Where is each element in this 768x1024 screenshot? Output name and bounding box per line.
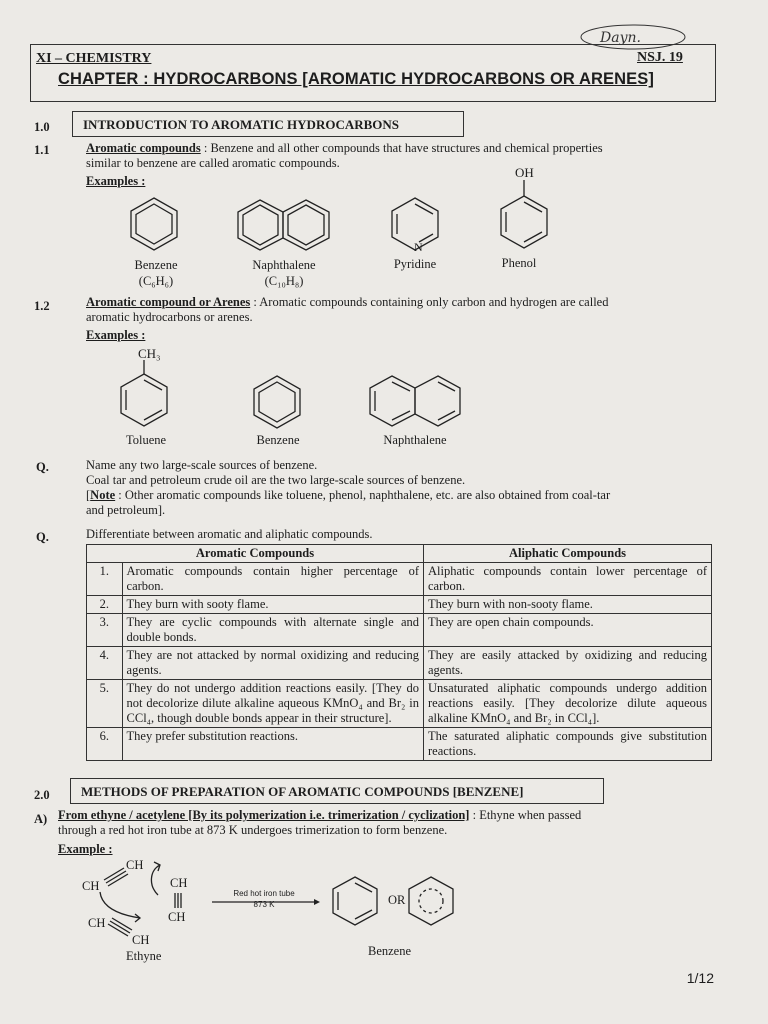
subsection-text [86,141,706,171]
benzene-product-structure [330,875,380,927]
text-line: aromatic hydrocarbons or arenes. [86,310,253,324]
question-block: Name any two large-scale sources of benzene. Coal tar and petroleum crude oil are the two large-scale sources of benzene. [Note : Other aromatic compounds like toluene, phenol, naphthalene, etc. are also obtained from coal-tar and petroleum]. [86,458,706,518]
aliphatic-cell: They are open chain compounds. [424,614,712,647]
column-header: Aliphatic Compounds [424,545,712,563]
benzene-structure [250,374,304,430]
aromatic-cell: They burn with sooty flame. [122,596,423,614]
question-text: Name any two large-scale sources of benzene. [86,458,318,472]
aliphatic-cell: They are easily attacked by oxidizing and reducing agents. [424,647,712,680]
aromatic-cell: They are cyclic compounds with alternate single and double bonds. [122,614,423,647]
row-number: 4. [87,647,123,680]
row-number: 1. [87,563,123,596]
ch-label: CH [82,879,100,893]
section-title: INTRODUCTION TO AROMATIC HYDROCARBONS [72,111,464,137]
column-header: Aromatic Compounds [87,545,424,563]
table-row [87,647,712,680]
phenol-structure [496,180,552,252]
term: Aromatic compound or Arenes [86,295,251,309]
molecule-name: Naphthalene [252,258,316,272]
ch-label: CH [170,876,188,890]
row-number: 5. [87,680,123,728]
question-label: Q. [36,530,49,544]
row-number: 6. [87,728,123,761]
aromatic-cell: They prefer substitution reactions. [122,728,423,761]
table-row [87,596,712,614]
aromatic-cell: Aromatic compounds contain higher percentage of carbon. [122,563,423,596]
row-number: 2. [87,596,123,614]
molecule-name: Toluene [125,433,167,447]
comparison-table [86,544,712,761]
table-row [87,563,712,596]
hydroxyl-label: OH [515,165,534,180]
subsection-number: 1.1 [34,143,50,157]
aliphatic-cell: They burn with non-sooty flame. [424,596,712,614]
table-header-row [87,545,712,563]
subject-label: XI – CHEMISTRY [36,51,152,66]
text-line: : Benzene and all other compounds that have structures and chemical properties [200,141,603,155]
question-label: Q. [36,460,49,474]
examples-heading: Examples : [86,174,146,188]
subsection-number: 1.2 [34,299,50,313]
or-label: OR [388,893,406,907]
product-name: Benzene [368,944,412,958]
aliphatic-cell: Unsaturated aliphatic compounds undergo addition reactions easily. [They decolorize dilute aqueous alkaline KMnO₄ and Br₂ in CCl₄]. [424,680,712,728]
toluene-structure [116,360,172,430]
aromatic-cell: They do not undergo addition reactions easily. [They do not decolorize dilute alkaline aqueous KMnO₄ and Br₂ in CCl₄, though double bonds appear in their structure]. [122,680,423,728]
text-line: : Aromatic compounds containing only carbon and hydrogen are called [250,295,609,309]
chapter-title: CHAPTER : HYDROCARBONS [AROMATIC HYDROCARBONS OR ARENES] [58,70,654,88]
examples-heading: Examples : [86,328,146,342]
text-line: through a red hot iron tube at 873 K undergoes trimerization to form benzene. [58,823,448,837]
example-heading: Example : [58,842,113,856]
ch-label: CH [132,933,150,947]
note-text: and petroleum]. [86,503,166,517]
subsection-text [86,295,706,325]
aliphatic-cell: The saturated aliphatic compounds give substitution reactions. [424,728,712,761]
molecule-name: Phenol [501,256,537,270]
note-text: : Other aromatic compounds like toluene, phenol, naphthalene, etc. are also obtained from coal-tar [115,488,611,502]
page-number: 1/12 [686,970,714,986]
term: From ethyne / acetylene [By its polymerization i.e. trimerization / cyclization] [58,808,470,822]
benzene-resonance-structure [406,875,456,927]
ch-label: CH [126,858,144,872]
section-title: METHODS OF PREPARATION OF AROMATIC COMPOUNDS [BENZENE] [70,778,604,804]
ethyne-molecules-diagram [80,860,200,950]
note-label: Note [90,488,116,502]
answer-text: Coal tar and petroleum crude oil are the two large-scale sources of benzene. [86,473,466,487]
reactant-name: Ethyne [126,949,162,963]
svg-text:Dayn.: Dayn. [600,30,641,46]
molecule-name: Benzene [134,258,178,272]
table-row [87,728,712,761]
reaction-temperature: 873 K [253,900,275,909]
table-row [87,680,712,728]
ch-label: CH [88,916,106,930]
table-row [87,614,712,647]
aromatic-cell: They are not attacked by normal oxidizing and reducing agents. [122,647,423,680]
row-number: 3. [87,614,123,647]
benzene-structure [126,196,182,252]
naphthalene-structure [236,198,332,252]
methyl-label: CH₃ [138,346,161,361]
section-number: 1.0 [34,120,50,134]
text-line: : Ethyne when passed [469,808,582,822]
molecule-name: Pyridine [393,257,437,271]
molecule-formula: (C₆H₆) [138,274,174,288]
item-label: A) [34,812,48,826]
term: Aromatic compounds [86,141,201,155]
reaction-condition: Red hot iron tube [233,889,295,898]
section-number: 2.0 [34,788,50,802]
method-text [58,808,714,838]
nitrogen-atom: N [414,240,423,254]
molecule-formula: (C₁₀H₈) [264,274,304,288]
molecule-name: Naphthalene [383,433,447,447]
question-text: Differentiate between aromatic and aliphatic compounds. [86,527,373,541]
naphthalene-structure [368,374,462,428]
document-code: NSJ. 19 [637,50,683,65]
ch-label: CH [168,910,186,924]
aliphatic-cell: Aliphatic compounds contain lower percentage of carbon. [424,563,712,596]
molecule-name: Benzene [256,433,300,447]
text-line: similar to benzene are called aromatic compounds. [86,156,340,170]
